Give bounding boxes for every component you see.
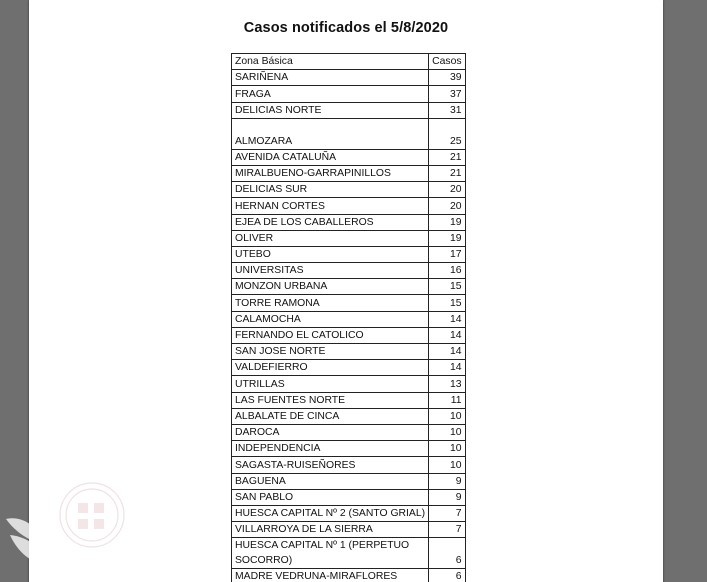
zone-cell: TORRE RAMONA [232,295,429,311]
cases-cell: 13 [429,376,465,392]
zone-cell: HUESCA CAPITAL Nº 1 (PERPETUO SOCORRO) [232,538,429,569]
zone-cell: ALBALATE DE CINCA [232,408,429,424]
zone-cell: DAROCA [232,424,429,440]
cases-cell: 14 [429,327,465,343]
cases-cell: 20 [429,198,465,214]
table-row [232,489,466,505]
table-row [232,295,466,311]
table-row [232,327,466,343]
bird-seal-watermark-icon [0,475,170,582]
zone-cell: OLIVER [232,230,429,246]
cases-cell: 31 [429,102,465,118]
table-row [232,246,466,262]
cases-cell: 10 [429,424,465,440]
cases-cell: 37 [429,86,465,102]
table-row [232,424,466,440]
table-row [232,522,466,538]
table-row [232,165,466,181]
cases-cell: 20 [429,182,465,198]
table-row [232,569,466,582]
table-row [232,457,466,473]
zone-cell: INDEPENDENCIA [232,441,429,457]
zone-cell: SARIÑENA [232,70,429,86]
zone-cell: SAN JOSE NORTE [232,344,429,360]
table-row [232,538,466,569]
zone-cell: SAGASTA-RUISEÑORES [232,457,429,473]
table-row [232,263,466,279]
table-row [232,344,466,360]
table-row [232,214,466,230]
cases-cell: 19 [429,230,465,246]
cases-cell: 19 [429,214,465,230]
table-header-row [232,54,466,70]
cases-cell: 15 [429,295,465,311]
table-row [232,505,466,521]
cases-cell: 14 [429,344,465,360]
table-row [232,149,466,165]
cases-cell: 39 [429,70,465,86]
zone-cell: EJEA DE LOS CABALLEROS [232,214,429,230]
cases-cell: 9 [429,489,465,505]
table-row [232,360,466,376]
table-row [232,408,466,424]
header-zone: Zona Básica [232,54,429,70]
zone-cell: MONZON URBANA [232,279,429,295]
cases-cell: 14 [429,311,465,327]
cases-cell: 9 [429,473,465,489]
zone-cell: BAGUENA [232,473,429,489]
cases-cell: 21 [429,165,465,181]
zone-cell: LAS FUENTES NORTE [232,392,429,408]
table-row [232,441,466,457]
zone-cell: UTRILLAS [232,376,429,392]
zone-cell: DELICIAS NORTE [232,102,429,118]
zone-cell: UNIVERSITAS [232,263,429,279]
cases-cell: 17 [429,246,465,262]
zone-cell: MADRE VEDRUNA-MIRAFLORES [232,569,429,582]
zone-cell: ALMOZARA [232,118,429,149]
cases-cell: 7 [429,505,465,521]
zone-cell: MIRALBUENO-GARRAPINILLOS [232,165,429,181]
cases-cell: 7 [429,522,465,538]
cases-cell: 11 [429,392,465,408]
header-cases: Casos [429,54,465,70]
table-row [232,279,466,295]
zone-cell: CALAMOCHA [232,311,429,327]
cases-cell: 15 [429,279,465,295]
zone-cell: HUESCA CAPITAL Nº 2 (SANTO GRIAL) [232,505,429,521]
zone-cell: DELICIAS SUR [232,182,429,198]
cases-cell: 6 [429,569,465,582]
zone-cell: FERNANDO EL CATOLICO [232,327,429,343]
zone-cell: HERNAN CORTES [232,198,429,214]
cases-table [231,53,466,582]
table-row [232,102,466,118]
cases-cell: 14 [429,360,465,376]
table-row [232,392,466,408]
cases-cell: 10 [429,441,465,457]
zone-cell: FRAGA [232,86,429,102]
page-title: Casos notificados el 5/8/2020 [243,20,449,36]
zone-cell: SAN PABLO [232,489,429,505]
zone-cell: UTEBO [232,246,429,262]
zone-cell: VALDEFIERRO [232,360,429,376]
zone-cell: VILLARROYA DE LA SIERRA [232,522,429,538]
cases-cell: 10 [429,457,465,473]
table-row [232,182,466,198]
zone-cell: AVENIDA CATALUÑA [232,149,429,165]
table-row [232,86,466,102]
cases-cell: 6 [429,538,465,569]
cases-cell: 16 [429,263,465,279]
table-row [232,70,466,86]
cases-cell: 25 [429,118,465,149]
table-row [232,118,466,149]
table-row [232,473,466,489]
table-row [232,311,466,327]
table-row [232,198,466,214]
cases-cell: 21 [429,149,465,165]
table-row [232,376,466,392]
table-row [232,230,466,246]
cases-cell: 10 [429,408,465,424]
